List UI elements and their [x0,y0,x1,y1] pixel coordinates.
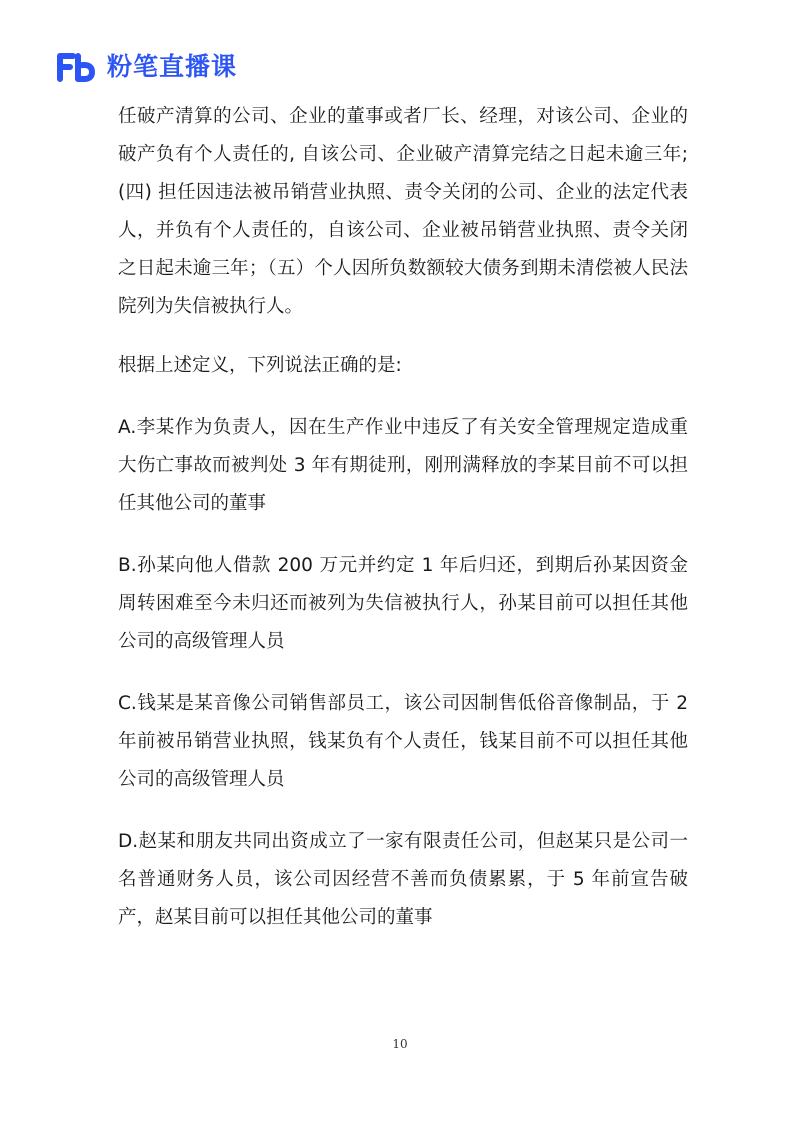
paragraph-definition-continued: 任破产清算的公司、企业的董事或者厂长、经理，对该公司、企业的破产负有个人责任的, 自该公司、企业破产清算完结之日起未逾三年; (四) 担任因违法被吊销营业执照、责令关闭的公司、企业的法定代表人，并负有个人责任的，自该公司、企业被吊销营业执照、责令关闭之日起未逾三年；（五）个人因所负数额较大债务到期未清偿被人民法院列为失信被执行人。 [118,106,688,317]
document-body [118,98,688,961]
option-b: B.孙某向他人借款 200 万元并约定 1 年后归还，到期后孙某因资金周转困难至今未归还而被列为失信被执行人，孙某目前可以担任其他公司的高级管理人员 [118,555,688,652]
brand-name: 粉笔直播课 [107,52,238,81]
option-a: A.李某作为负责人，因在生产作业中违反了有关安全管理规定造成重大伤亡事故而被判处 3 年有期徒刑，刚刑满释放的李某目前不可以担任其他公司的董事 [118,417,688,514]
option-c: C.钱某是某音像公司销售部员工，该公司因制售低俗音像制品，于 2 年前被吊销营业执照，钱某负有个人责任，钱某目前不可以担任其他公司的高级管理人员 [118,693,688,790]
option-d: D.赵某和朋友共同出资成立了一家有限责任公司，但赵某只是公司一名普通财务人员，该公司因经营不善而负债累累，于 5 年前宣告破产，赵某目前可以担任其他公司的董事 [118,831,688,928]
fb-logo-icon [57,52,97,82]
page-header [57,50,237,84]
question-stem: 根据上述定义，下列说法正确的是: [118,355,402,376]
page-number: 10 [392,1037,408,1051]
